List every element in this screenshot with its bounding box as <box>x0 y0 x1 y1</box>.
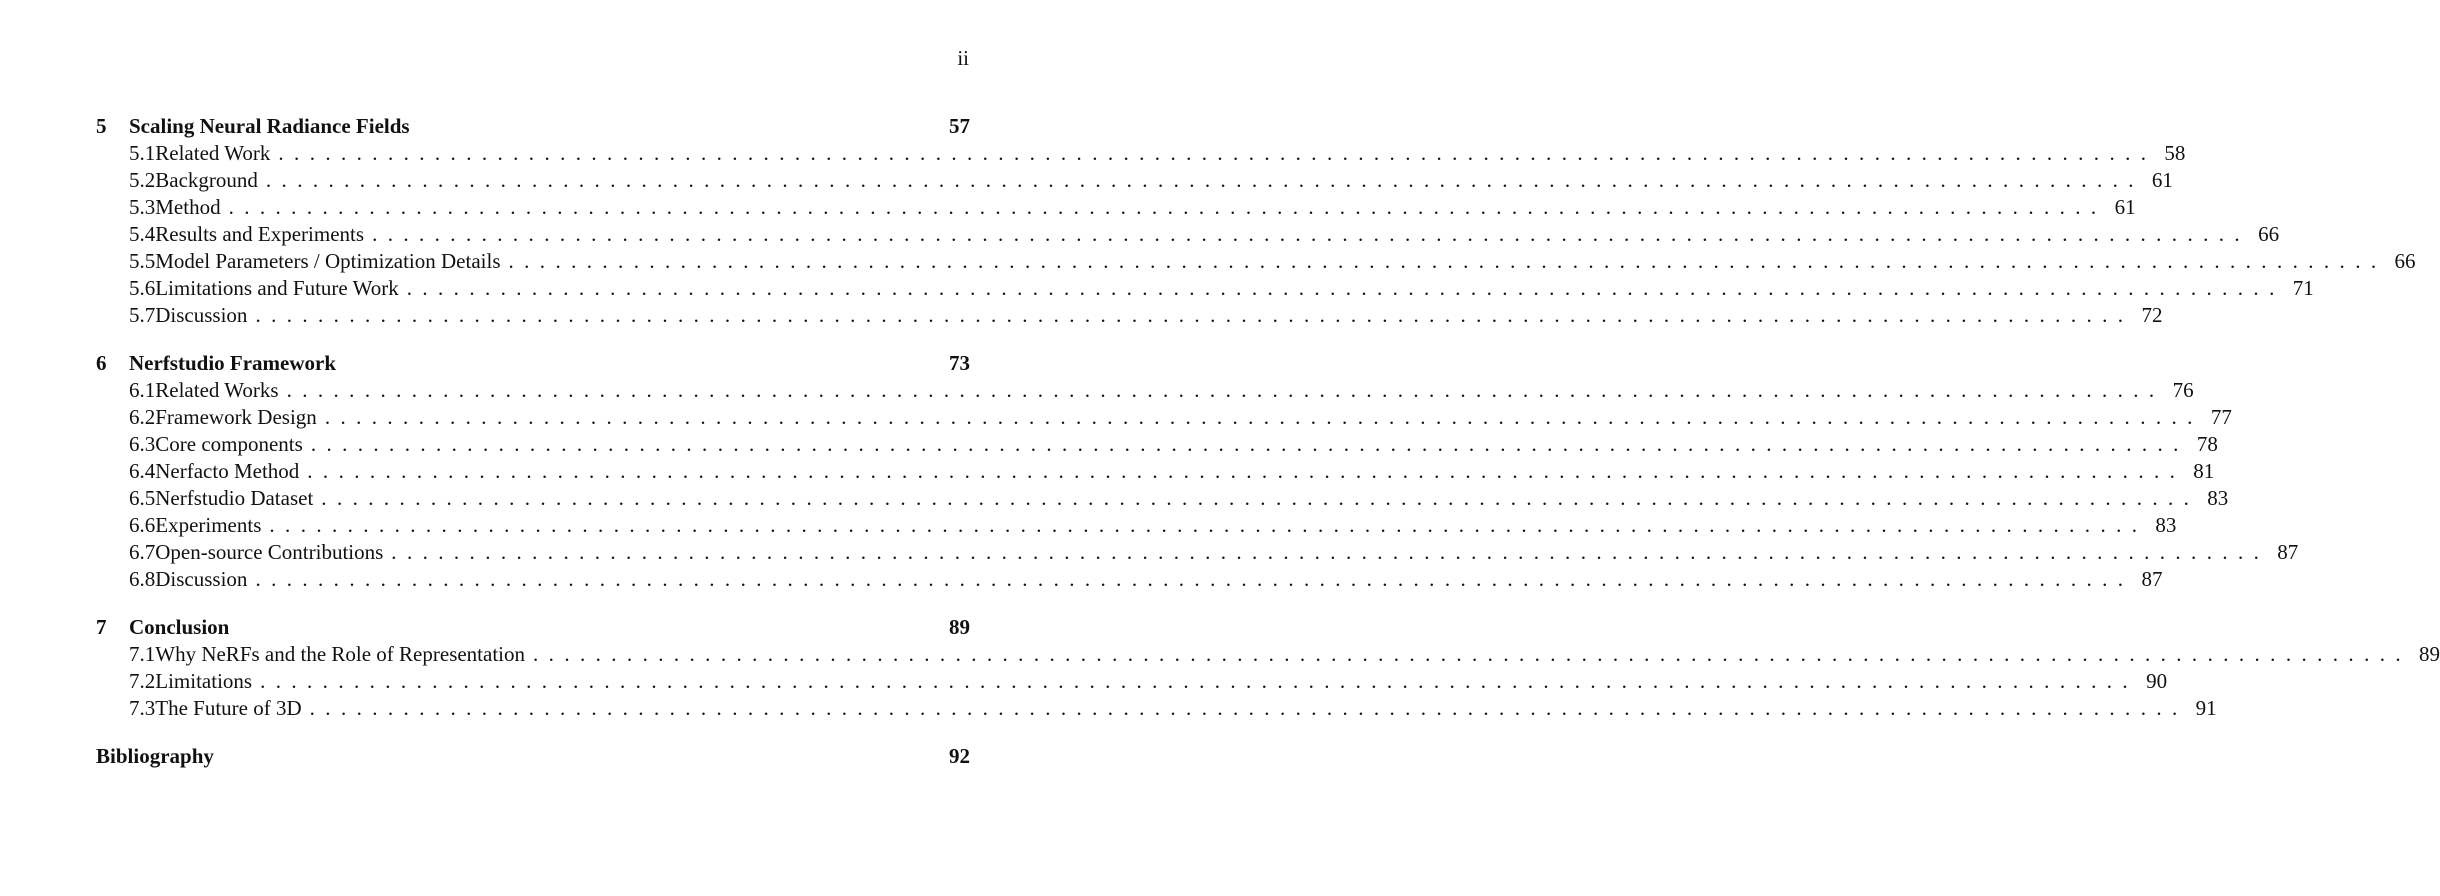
leader-dots: ........................................................................................................................ <box>269 513 2148 537</box>
section-number: 5.7 <box>129 303 156 327</box>
section-title: Model Parameters / Optimization Details <box>155 249 501 273</box>
leader-dots: ........................................................................................................................ <box>260 669 2139 693</box>
chapter-title: Nerfstudio Framework <box>129 351 337 375</box>
section-page: 72 <box>2141 303 2163 327</box>
toc-entry[interactable] <box>96 404 2232 431</box>
section-page: 78 <box>2196 432 2218 456</box>
leader-dots: ........................................................................................................................ <box>228 195 2107 219</box>
toc-entry[interactable] <box>96 140 2186 167</box>
section-page: 66 <box>2258 222 2280 246</box>
chapter-number: 5 <box>96 114 107 138</box>
section-number: 6.6 <box>129 513 156 537</box>
leader-dots: ........................................................................................................................ <box>307 459 2186 483</box>
section-title: The Future of 3D <box>155 696 302 720</box>
section-number: 7.1 <box>129 642 156 666</box>
chapter-heading[interactable] <box>96 614 970 641</box>
section-number: 5.6 <box>129 276 156 300</box>
section-title: Open-source Contributions <box>155 540 384 564</box>
toc-entry[interactable] <box>96 668 2168 695</box>
toc-entry[interactable] <box>96 458 2215 485</box>
section-page: 91 <box>2195 696 2217 720</box>
section-page: 83 <box>2207 486 2229 510</box>
section-title: Background <box>155 168 258 192</box>
chapter-number: 7 <box>96 615 107 639</box>
leader-dots: ........................................................................................................................ <box>310 432 2189 456</box>
section-title: Framework Design <box>155 405 317 429</box>
leader-dots: ........................................................................................................................ <box>278 141 2157 165</box>
section-number: 7.3 <box>129 696 156 720</box>
bibliography-page: 92 <box>949 744 970 768</box>
section-page: 87 <box>2277 540 2299 564</box>
toc-entry[interactable] <box>96 431 2218 458</box>
chapter-title: Conclusion <box>129 615 230 639</box>
bibliography-entry[interactable] <box>96 743 970 770</box>
section-title: Core components <box>155 432 303 456</box>
toc-entry[interactable] <box>96 221 2280 248</box>
bibliography-title: Bibliography <box>96 744 214 768</box>
toc-entry[interactable] <box>96 539 2299 566</box>
leader-dots: ........................................................................................................................ <box>286 378 2165 402</box>
chapter-number: 6 <box>96 351 107 375</box>
section-page: 61 <box>2114 195 2136 219</box>
chapter-5 <box>96 113 2416 329</box>
toc-entry[interactable] <box>96 248 2416 275</box>
section-page: 89 <box>2419 642 2440 666</box>
section-title: Related Works <box>155 378 279 402</box>
leader-dots: ........................................................................................................................ <box>265 168 2144 192</box>
section-page: 83 <box>2155 513 2177 537</box>
toc-entry[interactable] <box>96 194 2136 221</box>
section-number: 6.3 <box>129 432 156 456</box>
toc-entry[interactable] <box>96 167 2173 194</box>
section-title: Experiments <box>155 513 262 537</box>
toc-entry[interactable] <box>96 485 2229 512</box>
section-title: Results and Experiments <box>155 222 365 246</box>
leader-dots: ........................................................................................................................ <box>391 540 2270 564</box>
table-of-contents <box>96 113 2440 770</box>
chapter-title: Scaling Neural Radiance Fields <box>129 114 410 138</box>
leader-dots: ........................................................................................................................ <box>372 222 2251 246</box>
section-title: Limitations and Future Work <box>155 276 399 300</box>
chapter-page: 57 <box>949 114 970 138</box>
leader-dots: ........................................................................................................................ <box>324 405 2203 429</box>
section-title: Method <box>155 195 221 219</box>
section-title: Discussion <box>155 303 248 327</box>
section-number: 6.1 <box>129 378 156 402</box>
section-title: Nerfstudio Dataset <box>155 486 314 510</box>
chapter-page: 89 <box>949 615 970 639</box>
leader-dots: ........................................................................................................................ <box>321 486 2200 510</box>
page-number: ii <box>957 46 969 70</box>
chapter-heading[interactable] <box>96 350 970 377</box>
toc-entry[interactable] <box>96 302 2163 329</box>
section-page: 90 <box>2146 669 2168 693</box>
section-number: 5.4 <box>129 222 156 246</box>
toc-entry[interactable] <box>96 377 2194 404</box>
section-page: 81 <box>2193 459 2215 483</box>
section-number: 5.5 <box>129 249 156 273</box>
section-number: 5.2 <box>129 168 156 192</box>
section-page: 58 <box>2164 141 2186 165</box>
section-page: 66 <box>2394 249 2416 273</box>
leader-dots: ........................................................................................................................ <box>508 249 2387 273</box>
section-title: Nerfacto Method <box>155 459 300 483</box>
section-title: Why NeRFs and the Role of Representation <box>155 642 526 666</box>
toc-entry[interactable] <box>96 566 2163 593</box>
section-page: 61 <box>2151 168 2173 192</box>
chapter-heading[interactable] <box>96 113 970 140</box>
section-number: 6.7 <box>129 540 156 564</box>
section-number: 5.1 <box>129 141 156 165</box>
section-page: 76 <box>2172 378 2194 402</box>
section-title: Related Work <box>155 141 271 165</box>
section-title: Limitations <box>155 669 253 693</box>
section-number: 6.5 <box>129 486 156 510</box>
section-page: 71 <box>2292 276 2314 300</box>
leader-dots: ........................................................................................................................ <box>533 642 2412 666</box>
toc-entry[interactable] <box>96 512 2177 539</box>
toc-entry[interactable] <box>96 641 2440 668</box>
section-number: 6.8 <box>129 567 156 591</box>
toc-entry[interactable] <box>96 695 2217 722</box>
section-number: 5.3 <box>129 195 156 219</box>
chapter-6 <box>96 350 2299 593</box>
section-number: 6.2 <box>129 405 156 429</box>
leader-dots: ........................................................................................................................ <box>406 276 2285 300</box>
leader-dots: ........................................................................................................................ <box>309 696 2188 720</box>
section-page: 77 <box>2210 405 2232 429</box>
section-page: 87 <box>2141 567 2163 591</box>
section-title: Discussion <box>155 567 248 591</box>
chapter-page: 73 <box>949 351 970 375</box>
chapter-7 <box>96 614 2440 722</box>
section-number: 6.4 <box>129 459 156 483</box>
leader-dots: ........................................................................................................................ <box>255 303 2134 327</box>
section-number: 7.2 <box>129 669 156 693</box>
toc-entry[interactable] <box>96 275 2314 302</box>
leader-dots: ........................................................................................................................ <box>255 567 2134 591</box>
